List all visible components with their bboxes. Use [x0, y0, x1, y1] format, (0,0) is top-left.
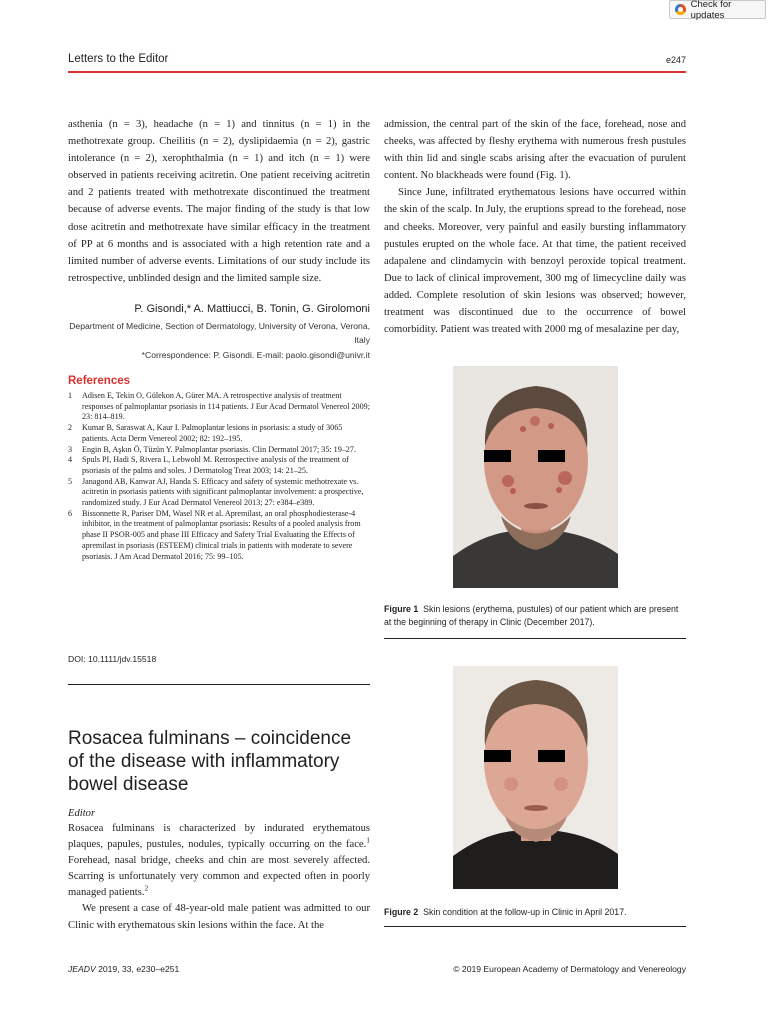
figure-2-photo [453, 666, 618, 889]
article-title: Rosacea fulminans – coincidence of the disease with inflammatory bowel disease [68, 728, 352, 795]
doi-line[interactable]: DOI: 10.1111/jdv.15518 [68, 654, 157, 664]
references-heading: References [68, 375, 131, 387]
footer-citation: JEADV 2019, 33, e230–e251 [68, 964, 180, 974]
email-link[interactable]: paolo.gisondi@univr.it [285, 349, 370, 360]
editor-label: Editor [68, 808, 96, 819]
check-for-updates-button[interactable] [669, 0, 766, 19]
patient-photo-2 [453, 666, 618, 889]
figure-1-rule [384, 638, 686, 639]
article-paragraph-3: admission, the central part of the skin of the face, forehead, nose and cheeks, was affected by fleshy erythema with numerous fresh pustules with thin lid and single scabs arising after the evacuation of purulent content. No blackheads were found (Fig. 1). [384, 119, 686, 182]
running-header-page: e247 [665, 55, 686, 65]
figure-2-caption [384, 906, 686, 919]
article-paragraph-4: Since June, infiltrated erythematous lesions have occurred within the skin of the scalp. In July, the eruptions spread to the forehead, nose and cheeks. Moreover, very painful and easily bursting inflammatory pustules erupted on the whole face. At that time, the patient received adapalene and clindamycin with benzoyl peroxide topical treatment. Due to lack of clinical improvement, 300 mg of limecycline daily was added. Complete resolution of skin lesions was observed; however, treatment was discontinued due to the occurrence of bowel comorbidity. Patient was treated with 2000 mg of mesalazine per day, [384, 187, 686, 336]
patient-photo-1 [453, 366, 618, 588]
section-divider [68, 684, 370, 685]
article-paragraph-1: Rosacea fulminans is characterized by indurated erythematous plaques, papules, pustules, nodules, typically occurring on the face.$^1$ Forehead, nasal bridge, cheeks and chin are most severely affected. Scarring is unfortunately very common and expected often in poorly managed patients.$^2$ [68, 823, 370, 899]
reference-item: 6 Bissonnette R, Pariser DM, Wasel NR et al. Apremilast, an oral phosphodiesterase-4 inhibitor, in the treatment of palmoplantar psoriasis: Results of a pooled analysis from phase II PSOR-005 and phase III Efficacy and Safety Trial Evaluating the Effects of apremilast in psoriasis (ESTEEM) clinical trials in patients with moderate to severe psoriasis. J Am Acad Dermatol 2016; 75: 99–105. [68, 508, 361, 561]
figure-1-label: Figure 1 [384, 604, 419, 614]
right-column-text [384, 116, 686, 338]
reference-item: 4 Spuls PI, Hadi S, Rivera L, Lebwohl M. Retrospective analysis of the treatment of psoriasis of the palms and soles. J Dermatolog Treat 2003; 14: 21–25. [68, 455, 349, 475]
references-section [68, 375, 370, 562]
figure-2-caption-text: Skin condition at the follow-up in Clinic in April 2017. [423, 907, 627, 917]
footer-copyright: © 2019 European Academy of Dermatology and Venereology [453, 964, 686, 974]
previous-article-paragraph: asthenia (n = 3), headache (n = 1) and tinnitus (n = 1) in the methotrexate group. Cheilitis (n = 2), dyslipidaemia (n = 2), gastric intolerance (n = 2), xerophthalmia (n = 1) and itch (n = 1) were observed in patients receiving acitretin. One patient receiving acitretin and 2 patients treated with methotrexate discontinued the treatment because of adverse events. The major finding of the study is that low dose acitretin and methotrexate have similar efficacy in the treatment of PP at 6 months and is associated with a high retention rate and a limited number of adverse events. Limitations of our study include its retrospective, unblinded design and the limited sample size. [68, 119, 370, 284]
reference-item: 2 Kumar B, Saraswat A, Kaur I. Palmoplantar lesions in psoriasis: a study of 3065 patients. Acta Derm Venereol 2002; 82: 192–195. [68, 423, 343, 443]
check-for-updates-label: Check for updates [690, 0, 732, 21]
reference-list [68, 391, 370, 562]
previous-article-end [68, 116, 370, 362]
reference-item: 5 Janagond AB, Kanwar AJ, Handa S. Efficacy and safety of systemic methotrexate vs. acitretin in psoriasis patients with significant palmoplantar involvement: a prospective, randomized study. J Eur Acad Dermatol Venereol 2013; 27: e384–e389. [68, 476, 364, 508]
running-header-section: Letters to the Editor [68, 53, 169, 65]
article-paragraph-2: We present a case of 48-year-old male patient was admitted to our Clinic with erythematous skin lesions within the face. At the [68, 903, 370, 931]
correspondence-line: *Correspondence: P. Gisondi. E-mail: paolo.gisondi@univr.it [141, 349, 370, 360]
author-list: P. Gisondi,* A. Mattiucci, B. Tonin, G. Girolomoni [134, 302, 370, 315]
header-rule [68, 71, 686, 73]
new-article [68, 727, 370, 934]
figure-1-caption-text: Skin lesions (erythema, pustules) of our patient which are present at the beginning of therapy in Clinic (December 2017). [384, 604, 679, 627]
figure-2-label: Figure 2 [384, 907, 419, 917]
figure-1-photo [453, 366, 618, 588]
crossmark-icon [675, 4, 686, 15]
reference-item: 1 Adisen E, Tekin O, Gülekon A, Gürer MA. A retrospective analysis of treatment responses of palmoplantar psoriasis in 114 patients. J Eur Acad Dermatol Venereol 2009; 23: 814–819. [68, 391, 370, 422]
figure-2-rule [384, 926, 686, 927]
author-affiliation: Department of Medicine, Section of Dermatology, University of Verona, Verona, Italy [69, 320, 370, 345]
reference-item: 3 Engin B, Aşkın Ö, Tüzün Y. Palmoplantar psoriasis. Clin Dermatol 2017; 35: 19–27. [68, 444, 356, 454]
citation-ref[interactable]: 1 [366, 835, 370, 845]
citation-ref[interactable]: 2 [144, 883, 149, 893]
figure-1-caption [384, 603, 686, 629]
